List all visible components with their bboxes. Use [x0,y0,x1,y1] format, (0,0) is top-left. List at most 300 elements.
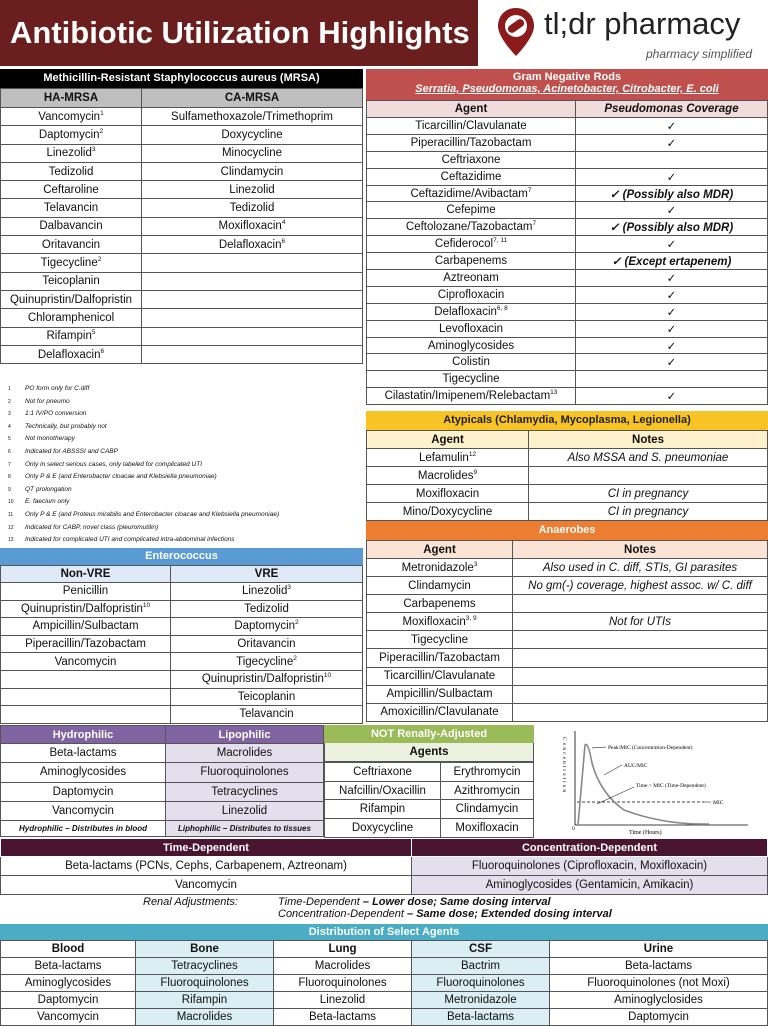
table-cell [1,254,142,272]
table-row [1,782,324,801]
cell-text: ✓ [666,239,677,252]
anaerobes-table [366,540,768,722]
col-header: Bone [136,941,274,958]
graph-origin: 0 [572,826,575,832]
cell-text: Teicoplanin [237,690,296,703]
footnote-ref: 6, 8 [496,304,508,312]
table-cell [367,168,576,185]
footnote-number: 10 [8,499,14,506]
footnote-ref: 2 [295,619,299,627]
table-row [367,667,768,685]
table-cell [1,327,142,345]
table-row [1,992,768,1009]
table-cell: Vancomycin [1,1009,136,1026]
footnote [8,496,363,509]
table-cell: Daptomycin [1,782,166,801]
table-cell [576,253,768,270]
cell-text: Linezolid [241,585,288,598]
footnote-ref: 7, 11 [493,237,508,245]
table-cell [1,181,142,199]
gnr-title: Gram Negative Rods [512,71,622,83]
table-row [367,449,768,467]
pk-graph [534,725,768,837]
table-cell [142,199,363,217]
table-cell [142,181,363,199]
graph-label-auc: AUC/MIC [624,763,648,769]
mrsa-section [0,69,363,364]
table-cell [1,217,142,235]
anaerobes-title: Anaerobes [366,521,768,540]
cell-text: Daptomycin [234,620,296,633]
table-cell: Metronidazole [412,992,550,1009]
table-cell [513,631,768,649]
table-cell [513,703,768,721]
table-cell [576,202,768,219]
renal-term: Time-Dependent [278,896,360,908]
table-cell [171,618,363,636]
table-cell [576,388,768,405]
cell-text: Piperacillin/Tazobactam [379,652,500,665]
table-row [1,108,363,126]
table-row [325,819,534,838]
cell-text: Carbapenems [403,597,476,610]
table-cell: Fluoroquinolones (Ciprofloxacin, Moxifloxacin) [412,857,768,876]
table-cell [576,236,768,253]
table-row [367,134,768,151]
table-cell: Daptomycin [550,1009,768,1026]
table-row [1,857,768,876]
gnr-section [366,69,768,405]
table-cell: Fluoroquinolones [136,975,274,992]
col-header: CSF [412,941,550,958]
table-row [367,168,768,185]
table-row [367,388,768,405]
table-cell [576,371,768,388]
renal-rule: – Lower dose; Same dosing interval [359,896,551,908]
footnote [8,383,363,396]
table-row [367,685,768,703]
table-cell [367,649,513,667]
table-cell: Macrolides [136,1009,274,1026]
footnote-ref: 13 [550,389,558,397]
cell-text: Aztreonam [443,271,499,284]
table-cell [142,290,363,308]
table-row [1,272,363,290]
cell-text: Tigecycline [236,655,294,668]
time-dependent-header: Time-Dependent [1,839,412,857]
cell-text: Not for UTIs [609,615,671,628]
footnote-number: 7 [8,461,11,468]
table-cell: Nafcillin/Oxacillin [325,781,441,800]
footnote [8,484,363,497]
table-row [367,151,768,168]
footnote-ref: 10 [323,672,332,680]
table-row [367,236,768,253]
table-row [1,309,363,327]
cell-text: Levofloxacin [439,322,503,335]
cell-text: Moxifloxacin [415,487,480,500]
table-row [367,703,768,721]
table-row [1,181,363,199]
table-row [367,286,768,303]
footnote [8,446,363,459]
table-cell [367,286,576,303]
table-cell [367,577,513,595]
distribution-table [0,940,768,1026]
cell-text: ✓ [666,205,677,218]
table-cell [367,667,513,685]
table-cell [171,583,363,601]
gnr-table [366,100,768,405]
footnote [8,459,363,472]
footnote-ref: 1 [100,109,104,117]
table-cell: Daptomycin [1,992,136,1009]
table-cell: Moxifloxacin [441,819,534,838]
graph-y-label: Concentration [561,737,567,795]
page-title: Antibiotic Utilization Highlights [10,15,470,50]
table-cell [1,653,171,671]
table-cell [367,118,576,135]
table-row [1,254,363,272]
table-row [1,958,768,975]
table-cell: Ceftriaxone [325,763,441,782]
table-cell [367,337,576,354]
table-cell [1,162,142,180]
time-conc-table [0,838,768,895]
renal-line-2 [278,908,612,920]
cell-text: Ceftriaxone [441,153,501,166]
footnote-text: Only P & E (and Enterobacter cloacae and Klebsiella pneumoniae) [25,473,217,481]
graph-x-label: Time (Hours) [629,830,662,836]
footnote [8,396,363,409]
table-cell: Beta-lactams [1,958,136,975]
table-cell [142,236,363,254]
col-header: Blood [1,941,136,958]
footnote [8,408,363,421]
renal-line-1 [278,896,551,908]
cell-text: Macrolides [417,469,474,482]
cell-text: Penicillin [62,585,109,598]
table-row [1,653,363,671]
footnote-number: 1 [8,386,11,392]
table-cell [1,126,142,144]
table-cell [576,354,768,371]
table-cell [142,108,363,126]
table-cell [367,253,576,270]
cell-text: ✓ (Possibly also MDR) [609,188,734,201]
table-row [1,327,363,345]
cell-text: Amoxicillin/Clavulanate [380,706,499,719]
footnote-ref: 7 [532,220,537,228]
table-cell [529,449,768,467]
table-cell [576,337,768,354]
cell-text: Teicoplanin [42,275,100,288]
table-cell: Clindamycin [441,800,534,819]
cell-text: Ceftaroline [43,183,99,196]
table-row [1,975,768,992]
table-cell [142,345,363,363]
cell-text: Daptomycin [38,128,100,141]
col-header: Urine [550,941,768,958]
logo [478,0,768,66]
table-row [1,763,324,782]
table-cell [367,485,529,503]
table-cell [142,144,363,162]
logo-text: tl;dr pharmacy [544,6,741,41]
cell-text: Telavancin [43,202,99,215]
footnote-number: 8 [8,474,11,481]
table-cell [367,371,576,388]
atypicals-title: Atypicals (Chlamydia, Mycoplasma, Legionella) [366,411,768,430]
table-row [1,583,363,601]
col-header: Lipophilic [166,726,324,744]
table-cell: Fluoroquinolones [166,763,324,782]
table-cell [1,618,171,636]
cell-text: Delafloxacin [434,305,497,318]
table-cell [171,706,363,724]
table-cell [367,388,576,405]
footnote-number: 5 [8,436,11,443]
cell-text: Linezolid [46,147,92,160]
table-row [325,763,534,782]
footnote-number: 6 [8,448,11,455]
cell-text: Tigecycline [410,633,469,646]
footnote-text: E. faecium only [25,498,70,506]
table-cell [1,309,142,327]
table-cell [142,254,363,272]
col-header: Non-VRE [1,566,171,583]
col-header: VRE [171,566,363,583]
table-cell: Vancomycin [1,801,166,820]
table-row [367,320,768,337]
footnote-text: PO form only for C.diff [25,385,90,392]
table-cell [367,613,513,631]
table-row [367,371,768,388]
cell-text: Vancomycin [38,110,101,123]
table-cell [576,270,768,287]
atypicals-table [366,430,768,521]
table-cell [142,309,363,327]
footnote-ref: 2 [99,127,104,135]
table-cell [142,272,363,290]
table-cell [576,185,768,202]
table-cell: Beta-lactams [274,1009,412,1026]
cell-text: Tedizolid [48,165,94,178]
page-header [0,0,478,66]
cell-text: Cefiderocol [434,238,494,251]
table-row [1,876,768,895]
cell-text: Doxycycline [221,128,283,141]
cell-text: Carbapenems [434,255,508,268]
table-row [1,801,324,820]
cell-text: ✓ [666,340,677,353]
table-row [367,485,768,503]
cell-text: Quinupristin/Dalfopristin [201,673,324,686]
cell-text: Also used in C. diff, STIs, GI parasites [542,561,738,574]
table-cell [142,217,363,235]
table-cell [367,236,576,253]
cell-text: ✓ [666,272,677,285]
gnr-header [366,69,768,100]
cell-text: CI in pregnancy [607,505,689,518]
footnote [8,534,363,547]
atypicals-section [366,411,768,521]
table-row [367,202,768,219]
table-cell [576,151,768,168]
mrsa-title: Methicillin-Resistant Staphylococcus aureus (MRSA) [0,69,363,88]
cell-text: Minocycline [221,147,283,160]
footnote-ref: 10 [142,601,151,609]
not-renal-subheader: Agents [324,743,534,762]
col-header: Agent [367,541,513,559]
footnote [8,433,363,446]
table-cell [142,162,363,180]
footnote-ref: 3 [91,146,96,154]
table-row [1,290,363,308]
col-header: Agent [367,101,576,118]
table-row [367,631,768,649]
table-row [1,236,363,254]
table-cell [1,583,171,601]
cell-text: ✓ [666,137,677,150]
table-row [1,744,324,763]
cell-text: Moxifloxacin [402,615,466,628]
table-row [1,126,363,144]
cell-text: ✓ [666,171,677,184]
table-row [367,253,768,270]
col-header: CA-MRSA [142,89,363,108]
footnote-ref: 2 [293,654,297,662]
cell-text: Linezolid [229,183,275,196]
cell-text: Dalbavancin [39,220,103,233]
col-header: Notes [513,541,768,559]
table-cell: Aminoglycosides (Gentamicin, Amikacin) [412,876,768,895]
cell-text: Chloramphenicol [27,311,115,324]
renal-adjustments [0,895,768,923]
footnote-text: Indicated for complicated UTI and complicated intra-abdominal infections [25,536,235,544]
table-row [1,144,363,162]
hydrophilic-section [0,725,324,837]
table-cell [1,108,142,126]
table-cell: Fluoroquinolones (not Moxi) [550,975,768,992]
time-conc-section [0,838,768,895]
table-cell [1,688,171,706]
table-cell [1,272,142,290]
table-cell: Fluoroquinolones [412,975,550,992]
hydrophilic-table [0,725,324,837]
cell-text: ✓ [666,306,677,319]
table-cell [1,144,142,162]
enterococcus-title: Enterococcus [0,548,363,565]
table-cell [576,286,768,303]
footnote-ref: 4 [281,219,286,227]
footnote-ref: 3 [287,584,292,592]
table-cell [1,706,171,724]
table-cell [171,688,363,706]
distribution-title: Distribution of Select Agents [0,924,768,940]
table-cell [171,653,363,671]
table-row [367,503,768,521]
renal-label: Renal Adjustments: [143,896,238,908]
table-cell [367,134,576,151]
table-cell [513,595,768,613]
table-cell: Azithromycin [441,781,534,800]
hydro-footnote: Liphophilic – Distributes to tissues [166,821,324,837]
table-cell [367,270,576,287]
footnote-ref: 2 [97,256,102,264]
cell-text: Ciprofloxacin [437,288,505,301]
table-cell [513,559,768,577]
table-cell [1,670,171,688]
table-row [1,635,363,653]
table-cell: Linezolid [166,801,324,820]
table-row [367,559,768,577]
map-pin-pill-icon [496,6,536,58]
graph-label-time: Time > MIC (Time-Dependent) [636,783,706,789]
renal-rule: – Same dose; Extended dosing interval [403,908,612,920]
logo-tagline: pharmacy simplified [646,47,753,61]
table-row [1,1009,768,1026]
table-cell: Aminoglycosides [1,975,136,992]
table-cell [142,327,363,345]
cell-text: ✓ [666,120,677,133]
table-cell: Linezolid [274,992,412,1009]
table-cell [171,600,363,618]
cell-text: Clindamycin [408,579,471,592]
table-row [1,199,363,217]
table-cell [367,185,576,202]
footnote-ref: 3 [473,560,478,568]
cell-text: Ceftazidime/Avibactam [410,187,528,200]
cell-text: Quinupristin/Dalfopristin [20,602,143,615]
table-cell: Beta-lactams [550,958,768,975]
footnote-number: 13 [8,537,14,544]
cell-text: Ceftolozane/Tazobactam [405,221,533,234]
table-cell [1,236,142,254]
table-cell [367,685,513,703]
footnote-text: Only in select serious cases, only labeled for complicated UTI [25,460,203,468]
table-cell [513,613,768,631]
table-cell [1,290,142,308]
cell-text: ✓ (Possibly also MDR) [609,222,734,235]
table-cell [576,134,768,151]
table-cell [576,168,768,185]
table-cell: Bactrim [412,958,550,975]
cell-text: Ticarcillin/Clavulanate [383,670,496,683]
table-cell [367,219,576,236]
table-row [325,781,534,800]
table-row [367,595,768,613]
table-cell [367,320,576,337]
col-header: Lung [274,941,412,958]
table-cell [367,559,513,577]
footnote-number: 11 [8,511,14,518]
footnotes [8,383,363,547]
table-row [1,670,363,688]
table-cell: Vancomycin [1,876,412,895]
footnote-text: Only P & E (and Proteus mirabilis and Enterobacter cloacae and Klebsiella pneumoniae) [25,510,280,518]
table-cell: Tetracyclines [166,782,324,801]
table-cell [529,503,768,521]
table-row [1,821,324,837]
cell-text: Oritavancin [237,638,296,651]
table-cell [367,503,529,521]
not-renal-title: NOT Renally-Adjusted [324,725,534,743]
cell-text: Oritavancin [41,238,101,251]
cell-text: Also MSSA and S. pneumoniae [567,451,729,464]
footnote [8,471,363,484]
cell-text: Mino/Doxycycline [402,505,493,518]
